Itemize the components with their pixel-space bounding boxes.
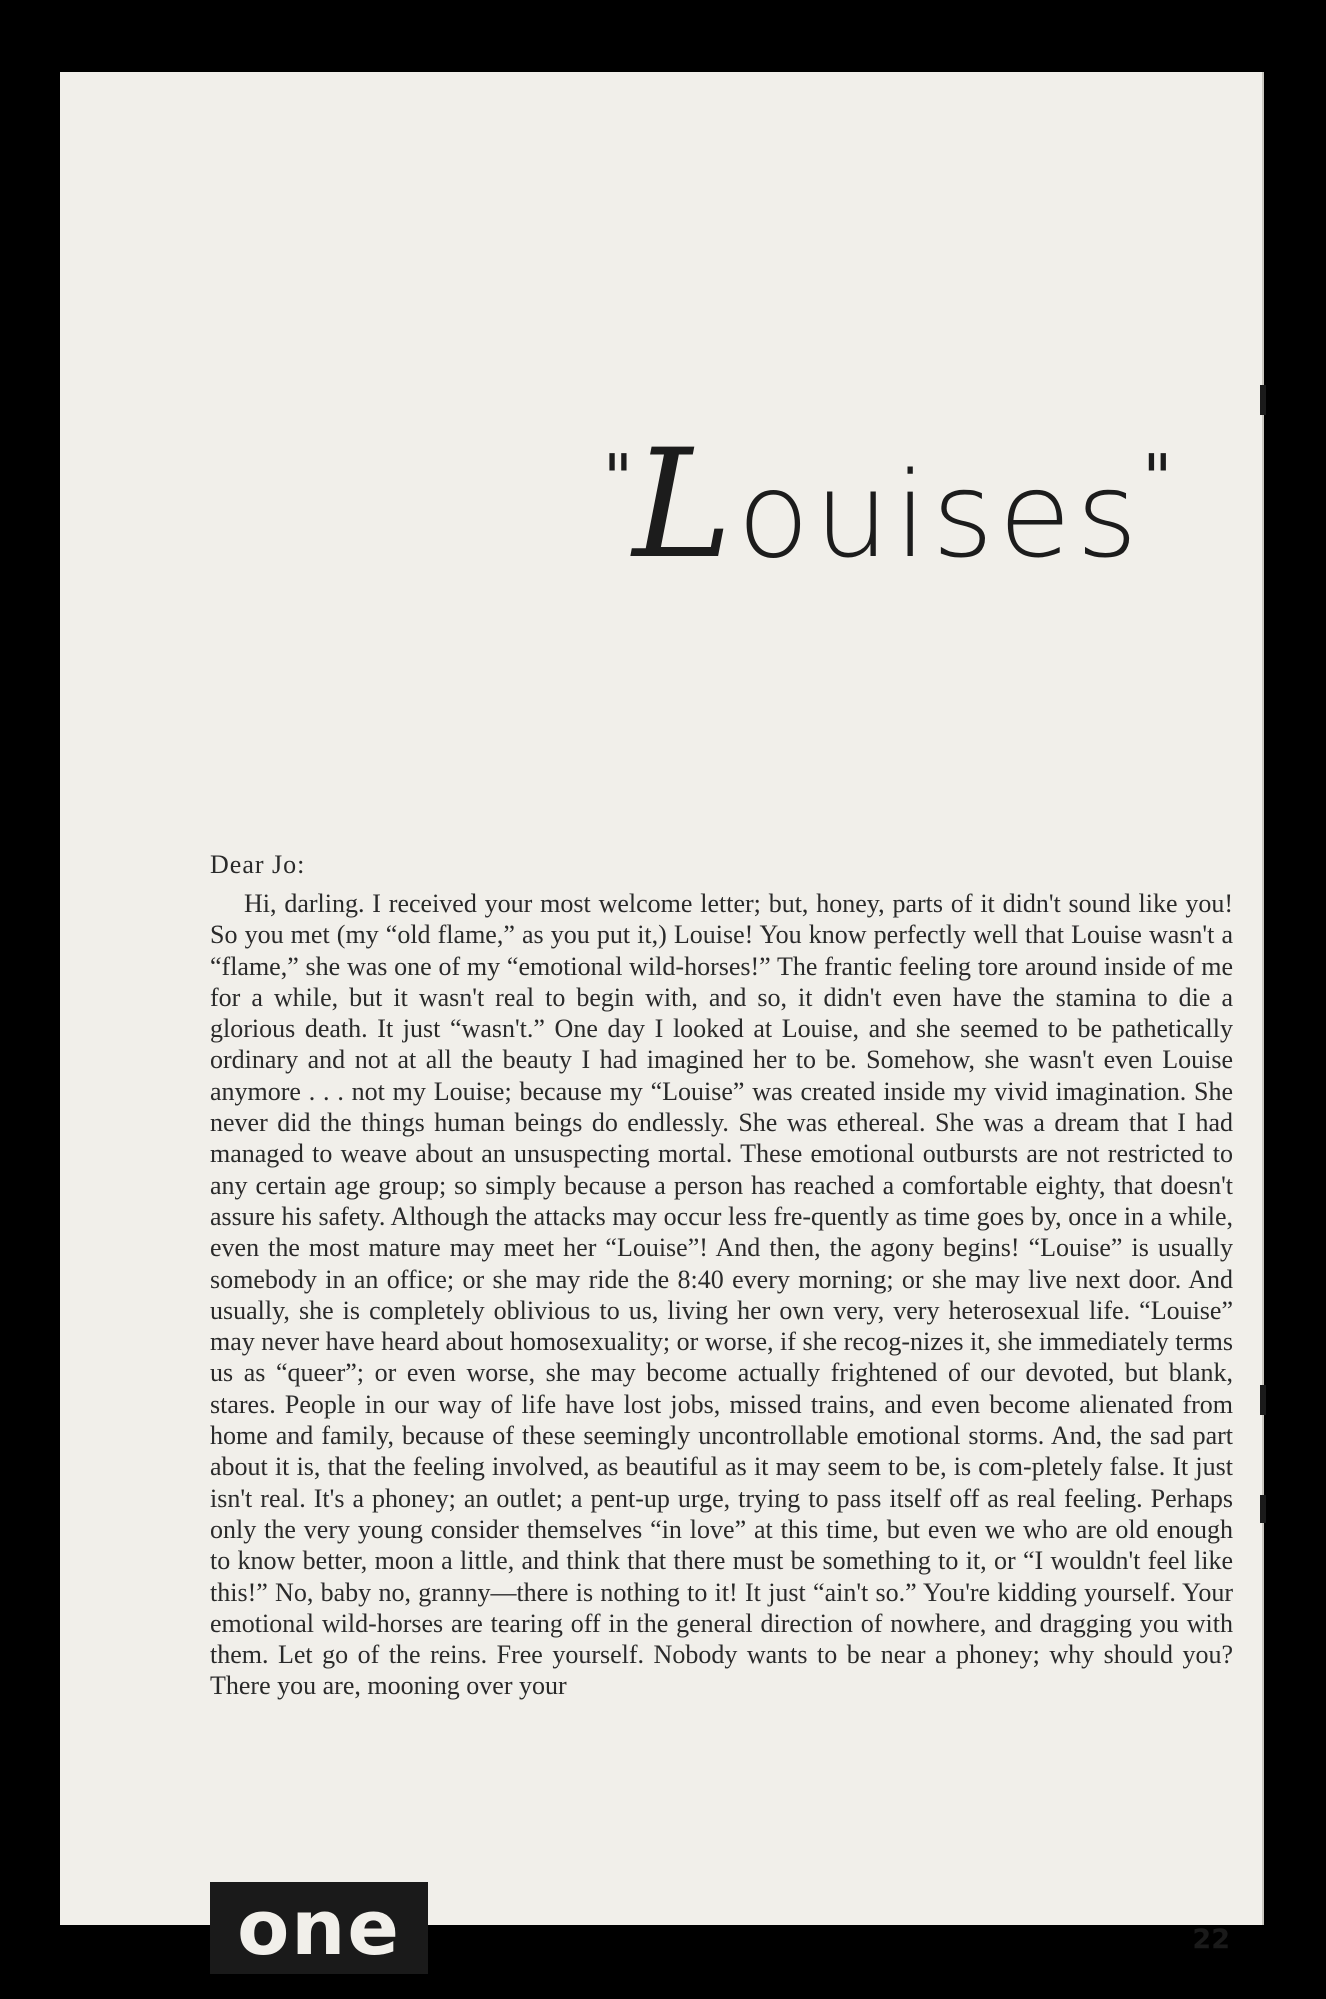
bleed-mark: [1260, 1495, 1266, 1523]
article-body: Hi, darling. I received your most welcome letter; but, honey, parts of it didn't sound like you! So you met (my “old flame,” as you put it,) Louise! You know perfectly well that Louise wasn't a “flame,” she was one of my “emotional wild-horses!” The frantic feeling tore around inside of me for a while, but it wasn't real to begin with, and so, it didn't even have the stamina to die a glorious death. It just “wasn't.” One day I looked at Louise, and she seemed to be pathetically ordinary and not at all the beauty I had imagined her to be. Somehow, she wasn't even Louise anymore . . . not my Louise; because my “Louise” was created inside my vivid imagination. She never did the things human beings do endlessly. She was ethereal. She was a dream that I had managed to weave about an unsuspecting mortal. These emotional outbursts are not restricted to any certain age group; so simply because a person has reached a comfortable eighty, that doesn't assure his safety. Although the attacks may occur less fre-quently as time goes by, once in a while, even the most mature may meet her “Louise”! And then, the agony begins! “Louise” is usually somebody in an office; or she may ride the 8:40 every morning; or she may live next door. And usually, she is completely oblivious to us, living her own very, very heterosexual life. “Louise” may never have heard about homosexuality; or worse, if she recog-nizes it, she immediately terms us as “queer”; or even worse, she may become actually frightened of our devoted, but blank, stares. People in our way of life have lost jobs, missed trains, and even become alienated from home and family, because of these seemingly uncontrollable emotional storms. And, the sad part about it is, that the feeling involved, as beautiful as it may seem to be, is com-pletely false. It just isn't real. It's a phoney; an outlet; a pent-up urge, trying to pass itself off as real feeling. Perhaps only the very young consider themselves “in love” at this time, but even we who are old enough to know better, moon a little, and think that there must be something to it, or “I wouldn't feel like this!” No, baby no, granny—there is nothing to it! It just “ain't so.” You're kidding yourself. Your emotional wild-horses are tearing off in the general direction of nowhere, and dragging you with them. Let go of the reins. Free yourself. Nobody wants to be near a phoney; why should you? There you are, mooning over your: [210, 889, 1233, 1701]
bleed-mark: [1260, 1385, 1266, 1415]
article-title: [60, 418, 1262, 592]
bleed-mark: [1260, 385, 1266, 415]
one-magazine-logo: one: [210, 1882, 428, 1974]
page-number: 22: [1192, 1924, 1230, 1955]
title-open-quote: ": [603, 442, 633, 516]
title-initial: L: [632, 418, 738, 592]
title-close-quote: ": [1142, 442, 1172, 516]
magazine-page: [60, 72, 1262, 1972]
page-edge: [1262, 72, 1264, 1925]
title-text: ouises: [737, 446, 1143, 584]
salutation: Dear Jo:: [210, 850, 306, 879]
